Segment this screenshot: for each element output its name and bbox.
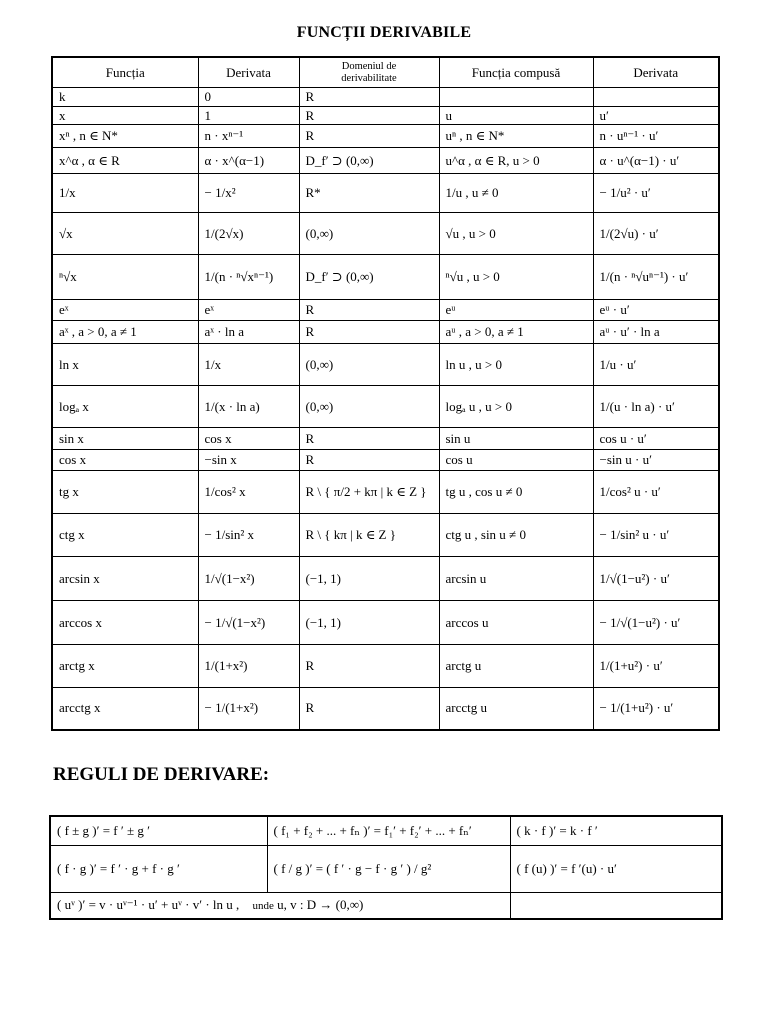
composite-cell: 1/u , u ≠ 0 [439, 174, 593, 213]
composite-derivative-cell [593, 88, 719, 107]
rule-quotient: ( f / g )′ = ( f ′ · g − f · g ′ ) / g² [267, 845, 510, 892]
domain-cell: R \ { kπ | k ∈ Z } [299, 514, 439, 557]
composite-cell: ln u , u > 0 [439, 344, 593, 386]
table-row [52, 601, 719, 645]
composite-derivative-cell: α · u^(α−1) · u′ [593, 148, 719, 174]
derivative-cell: 1/(x · ln a) [198, 386, 299, 428]
domain-cell: R [299, 450, 439, 471]
derivative-cell: eˣ [198, 300, 299, 321]
domain-cell: D_f′ ⊃ (0,∞) [299, 255, 439, 300]
rule-empty-cell [510, 892, 722, 919]
composite-derivative-cell: aᵘ · u′ · ln a [593, 321, 719, 344]
composite-derivative-cell: cos u · u′ [593, 428, 719, 450]
function-cell: xⁿ , n ∈ N* [52, 125, 198, 148]
composite-derivative-cell: − 1/(1+u²) · u′ [593, 688, 719, 730]
derivative-cell: − 1/sin² x [198, 514, 299, 557]
composite-derivative-cell: − 1/√(1−u²) · u′ [593, 601, 719, 645]
composite-cell: aᵘ , a > 0, a ≠ 1 [439, 321, 593, 344]
function-cell: arcsin x [52, 557, 198, 601]
rules-table [49, 815, 723, 920]
composite-derivative-cell: 1/u · u′ [593, 344, 719, 386]
function-cell: x^α , α ∈ R [52, 148, 198, 174]
function-cell: ln x [52, 344, 198, 386]
function-cell: cos x [52, 450, 198, 471]
derivative-cell: α · x^(α−1) [198, 148, 299, 174]
composite-cell: arccos u [439, 601, 593, 645]
function-cell: sin x [52, 428, 198, 450]
table-row [52, 88, 719, 107]
function-cell: arctg x [52, 645, 198, 688]
composite-cell: u^α , α ∈ R, u > 0 [439, 148, 593, 174]
header-function: Funcția [52, 57, 198, 88]
rule-constant: ( k · f )′ = k · f ′ [510, 816, 722, 845]
rule-chain: ( f (u) )′ = f ′(u) · u′ [510, 845, 722, 892]
function-cell: x [52, 107, 198, 125]
composite-derivative-cell: − 1/u² · u′ [593, 174, 719, 213]
composite-derivative-cell: u′ [593, 107, 719, 125]
function-cell: arcctg x [52, 688, 198, 730]
composite-derivative-cell: 1/(2√u) · u′ [593, 213, 719, 255]
function-cell: ctg x [52, 514, 198, 557]
header-composite-derivative: Derivata [593, 57, 719, 88]
composite-cell: cos u [439, 450, 593, 471]
rules-row [50, 892, 722, 919]
table-row [52, 255, 719, 300]
composite-derivative-cell: n · uⁿ⁻¹ · u′ [593, 125, 719, 148]
function-cell: aˣ , a > 0, a ≠ 1 [52, 321, 198, 344]
composite-derivative-cell: 1/(u · ln a) · u′ [593, 386, 719, 428]
composite-derivative-cell: eᵘ · u′ [593, 300, 719, 321]
domain-cell: (0,∞) [299, 213, 439, 255]
composite-cell: eᵘ [439, 300, 593, 321]
function-cell: logₐ x [52, 386, 198, 428]
table-row [52, 321, 719, 344]
table-row [52, 344, 719, 386]
derivative-cell: − 1/√(1−x²) [198, 601, 299, 645]
derivative-cell: 0 [198, 88, 299, 107]
composite-cell: uⁿ , n ∈ N* [439, 125, 593, 148]
derivative-cell: 1 [198, 107, 299, 125]
derivative-cell: 1/cos² x [198, 471, 299, 514]
derivative-cell: 1/(2√x) [198, 213, 299, 255]
rules-title: REGULI DE DERIVARE: [53, 764, 270, 785]
rule-power-uv [50, 892, 510, 919]
header-domain [299, 57, 439, 88]
function-cell: k [52, 88, 198, 107]
domain-cell: R [299, 321, 439, 344]
table-row [52, 557, 719, 601]
composite-derivative-cell: 1/√(1−u²) · u′ [593, 557, 719, 601]
rule-power-uv-condition: u, v : D → (0,∞) [277, 897, 364, 913]
function-cell: arccos x [52, 601, 198, 645]
rule-power-uv-unde: unde [252, 900, 274, 913]
derivative-cell: − 1/x² [198, 174, 299, 213]
table-row [52, 471, 719, 514]
rule-power-uv-formula: ( uᵛ )′ = v · uᵛ⁻¹ · u′ + uᵛ · v′ · ln u , [57, 897, 240, 913]
domain-cell: R [299, 300, 439, 321]
composite-cell: √u , u > 0 [439, 213, 593, 255]
derivatives-table [51, 56, 720, 731]
table-row [52, 107, 719, 125]
table-row [52, 148, 719, 174]
table-row [52, 428, 719, 450]
table-row [52, 386, 719, 428]
composite-cell: logₐ u , u > 0 [439, 386, 593, 428]
table-header-row [52, 57, 719, 88]
table-row [52, 213, 719, 255]
composite-derivative-cell: 1/cos² u · u′ [593, 471, 719, 514]
rule-sum-n: ( f₁ + f₂ + ... + fₙ )′ = f₁′ + f₂′ + ... + fₙ′ [267, 816, 510, 845]
composite-derivative-cell: 1/(1+u²) · u′ [593, 645, 719, 688]
derivative-cell: 1/√(1−x²) [198, 557, 299, 601]
composite-derivative-cell: − 1/sin² u · u′ [593, 514, 719, 557]
domain-cell: (0,∞) [299, 344, 439, 386]
function-cell: √x [52, 213, 198, 255]
composite-cell: u [439, 107, 593, 125]
domain-cell: (0,∞) [299, 386, 439, 428]
rules-row [50, 816, 722, 845]
composite-cell: ⁿ√u , u > 0 [439, 255, 593, 300]
table-row [52, 125, 719, 148]
header-composite-function: Funcția compusă [439, 57, 593, 88]
rules-row [50, 845, 722, 892]
composite-cell: tg u , cos u ≠ 0 [439, 471, 593, 514]
domain-cell: D_f′ ⊃ (0,∞) [299, 148, 439, 174]
domain-cell: R [299, 125, 439, 148]
composite-cell [439, 88, 593, 107]
derivative-cell: 1/x [198, 344, 299, 386]
header-derivative: Derivata [198, 57, 299, 88]
composite-cell: arcsin u [439, 557, 593, 601]
table-row [52, 645, 719, 688]
composite-cell: ctg u , sin u ≠ 0 [439, 514, 593, 557]
rule-sum: ( f ± g )′ = f ′ ± g ′ [50, 816, 267, 845]
function-cell: ⁿ√x [52, 255, 198, 300]
composite-derivative-cell: 1/(n · ⁿ√uⁿ⁻¹) · u′ [593, 255, 719, 300]
derivative-cell: aˣ · ln a [198, 321, 299, 344]
domain-cell: R [299, 88, 439, 107]
derivative-cell: − 1/(1+x²) [198, 688, 299, 730]
function-cell: eˣ [52, 300, 198, 321]
domain-cell: (−1, 1) [299, 601, 439, 645]
derivative-cell: −sin x [198, 450, 299, 471]
function-cell: 1/x [52, 174, 198, 213]
rule-product: ( f · g )′ = f ′ · g + f · g ′ [50, 845, 267, 892]
page-title: FUNCȚII DERIVABILE [296, 24, 472, 41]
domain-cell: (−1, 1) [299, 557, 439, 601]
domain-cell: R [299, 645, 439, 688]
derivative-cell: 1/(1+x²) [198, 645, 299, 688]
derivative-cell: n · xⁿ⁻¹ [198, 125, 299, 148]
composite-cell: sin u [439, 428, 593, 450]
composite-derivative-cell: −sin u · u′ [593, 450, 719, 471]
derivative-cell: 1/(n · ⁿ√xⁿ⁻¹) [198, 255, 299, 300]
composite-cell: arcctg u [439, 688, 593, 730]
domain-cell: R [299, 107, 439, 125]
table-row [52, 450, 719, 471]
table-row [52, 688, 719, 730]
derivative-cell: cos x [198, 428, 299, 450]
domain-cell: R* [299, 174, 439, 213]
function-cell: tg x [52, 471, 198, 514]
domain-cell: R [299, 428, 439, 450]
domain-cell: R [299, 688, 439, 730]
table-row [52, 514, 719, 557]
composite-cell: arctg u [439, 645, 593, 688]
header-domain-line1: Domeniul de [341, 60, 397, 72]
header-domain-line2: derivabilitate [341, 72, 397, 84]
table-row [52, 300, 719, 321]
domain-cell: R \ { π/2 + kπ | k ∈ Z } [299, 471, 439, 514]
table-row [52, 174, 719, 213]
